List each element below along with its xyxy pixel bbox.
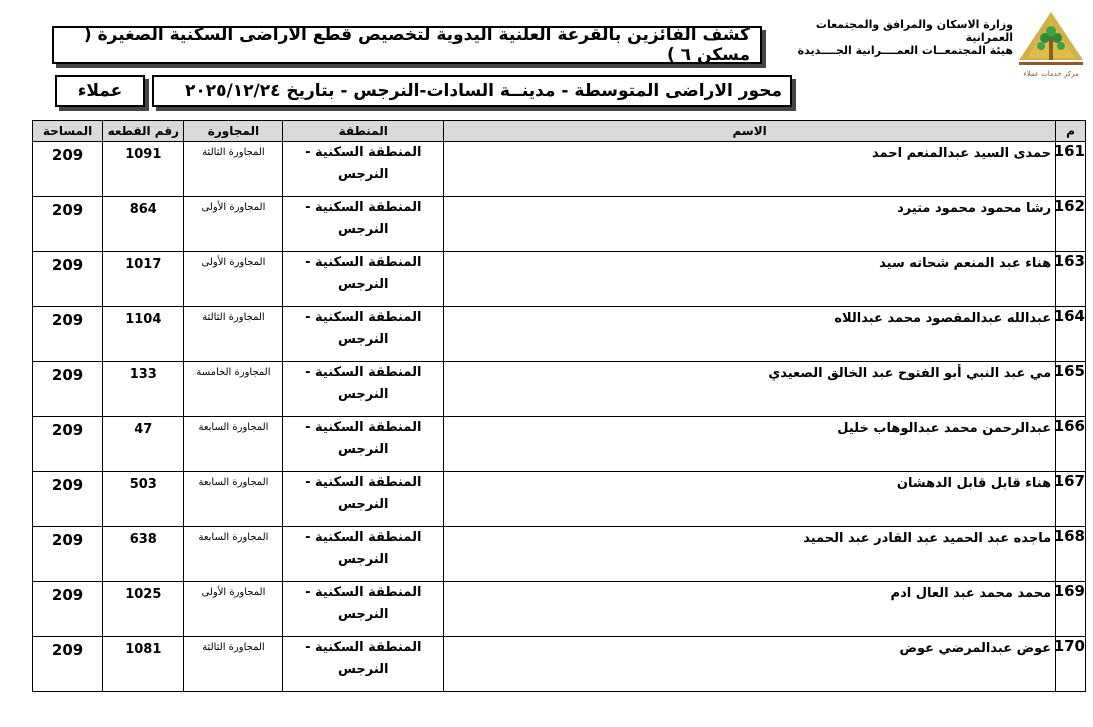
winner-name: رشا محمود محمود متيرد	[444, 197, 1056, 252]
table-row	[33, 307, 1086, 362]
winner-name: هناء قابل قابل الدهشان	[444, 472, 1056, 527]
area-cell: 209	[33, 527, 103, 582]
winner-name: محمد محمد عبد العال ادم	[444, 582, 1056, 637]
region-cell: المنطقة السكنية - النرجس	[283, 472, 444, 527]
ministry-header	[773, 18, 1013, 57]
region-cell: المنطقة السكنية - النرجس	[283, 197, 444, 252]
table-row	[33, 637, 1086, 692]
region-cell: المنطقة السكنية - النرجس	[283, 142, 444, 197]
plot-number: 1017	[103, 252, 184, 307]
row-number: 169	[1056, 582, 1086, 637]
area-cell: 209	[33, 142, 103, 197]
table-row	[33, 252, 1086, 307]
area-cell: 209	[33, 197, 103, 252]
tree-logo-icon	[1015, 8, 1087, 84]
plot-number: 133	[103, 362, 184, 417]
area-cell: 209	[33, 582, 103, 637]
winner-name: مي عبد النبي أبو الفتوح عبد الخالق الصعيدي	[444, 362, 1056, 417]
col-header-area: المساحة	[33, 121, 103, 142]
region-cell: المنطقة السكنية - النرجس	[283, 527, 444, 582]
area-cell: 209	[33, 252, 103, 307]
col-header-name: الاسم	[444, 121, 1056, 142]
table-row	[33, 362, 1086, 417]
neighborhood-cell: المجاورة الأولى	[184, 252, 283, 307]
winner-name: حمدى السيد عبدالمنعم احمد	[444, 142, 1056, 197]
table-row	[33, 527, 1086, 582]
neighborhood-cell: المجاورة الثالثة	[184, 307, 283, 362]
plot-number: 638	[103, 527, 184, 582]
winner-name: عوض عبدالمرضي عوض	[444, 637, 1056, 692]
region-cell: المنطقة السكنية - النرجس	[283, 252, 444, 307]
area-cell: 209	[33, 362, 103, 417]
winners-table	[32, 120, 1086, 692]
row-number: 167	[1056, 472, 1086, 527]
row-number: 166	[1056, 417, 1086, 472]
table-row	[33, 142, 1086, 197]
col-header-plot: رقم القطعه	[103, 121, 184, 142]
winner-name: هناء عبد المنعم شحاته سيد	[444, 252, 1056, 307]
neighborhood-cell: المجاورة السابعة	[184, 417, 283, 472]
table-header-row	[33, 121, 1086, 142]
row-number: 162	[1056, 197, 1086, 252]
row-number: 168	[1056, 527, 1086, 582]
logo-caption: مركز خدمات عملاء	[1023, 70, 1079, 78]
plot-number: 1091	[103, 142, 184, 197]
table-row	[33, 417, 1086, 472]
row-number: 165	[1056, 362, 1086, 417]
row-number: 164	[1056, 307, 1086, 362]
neighborhood-cell: المجاورة الثالثة	[184, 637, 283, 692]
plot-number: 864	[103, 197, 184, 252]
neighborhood-cell: المجاورة السابعة	[184, 527, 283, 582]
col-header-region: المنطقة	[283, 121, 444, 142]
ministry-name: وزارة الاسكان والمرافق والمجتمعات العمرانية	[815, 18, 1013, 44]
category-label: عملاء	[55, 75, 145, 107]
region-cell: المنطقة السكنية - النرجس	[283, 582, 444, 637]
row-number: 161	[1056, 142, 1086, 197]
plot-number: 1104	[103, 307, 184, 362]
winner-name: عبدالله عبدالمقصود محمد عبداللاه	[444, 307, 1056, 362]
winner-name: ماجده عبد الحميد عبد القادر عبد الحميد	[444, 527, 1056, 582]
document-title: كشف الفائزين بالقرعة العلنية اليدوية لتخصيص قطع الاراضى السكنية الصغيرة ( مسكن ٦ )	[52, 26, 762, 64]
neighborhood-cell: المجاورة الثالثة	[184, 142, 283, 197]
region-cell: المنطقة السكنية - النرجس	[283, 362, 444, 417]
document-subtitle: محور الاراضى المتوسطة - مدينــة السادات-النرجس - بتاريخ ٢٠٢٥/١٢/٢٤	[152, 75, 792, 107]
neighborhood-cell: المجاورة الخامسة	[184, 362, 283, 417]
region-cell: المنطقة السكنية - النرجس	[283, 307, 444, 362]
winner-name: عبدالرحمن محمد عبدالوهاب خليل	[444, 417, 1056, 472]
plot-number: 1025	[103, 582, 184, 637]
neighborhood-cell: المجاورة الأولى	[184, 197, 283, 252]
plot-number: 503	[103, 472, 184, 527]
area-cell: 209	[33, 307, 103, 362]
col-header-neighborhood: المجاورة	[184, 121, 283, 142]
area-cell: 209	[33, 472, 103, 527]
plot-number: 1081	[103, 637, 184, 692]
col-header-num: م	[1056, 121, 1086, 142]
table-row	[33, 472, 1086, 527]
neighborhood-cell: المجاورة الأولى	[184, 582, 283, 637]
authority-name: هيئة المجتمعــات العمــــرانية الجــــديدة	[797, 44, 1013, 57]
table-row	[33, 582, 1086, 637]
table-row	[33, 197, 1086, 252]
region-cell: المنطقة السكنية - النرجس	[283, 637, 444, 692]
neighborhood-cell: المجاورة السابعة	[184, 472, 283, 527]
region-cell: المنطقة السكنية - النرجس	[283, 417, 444, 472]
area-cell: 209	[33, 417, 103, 472]
plot-number: 47	[103, 417, 184, 472]
row-number: 163	[1056, 252, 1086, 307]
area-cell: 209	[33, 637, 103, 692]
row-number: 170	[1056, 637, 1086, 692]
